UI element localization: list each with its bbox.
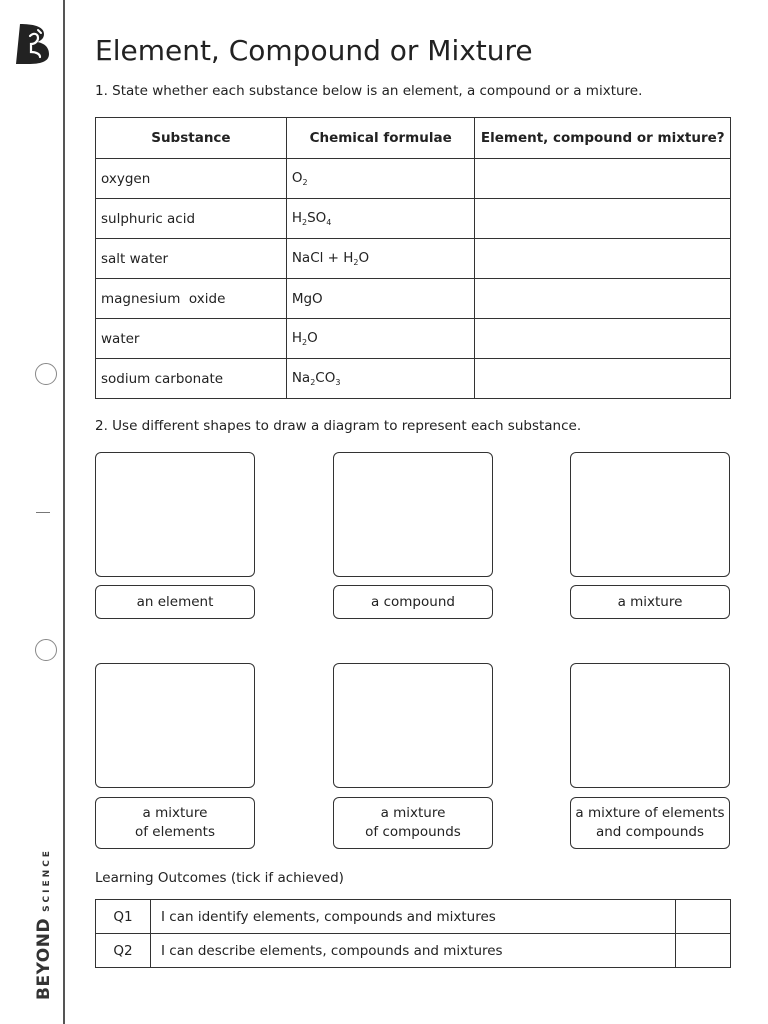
mixture-drawing-box[interactable] [570, 452, 730, 577]
formula-part: MgO [291, 290, 323, 307]
table-row [96, 900, 731, 934]
question-1-text: 1. State whether each substance below is an element, a compound or a mixture. [95, 83, 643, 99]
outcome-tick-box[interactable] [676, 900, 731, 934]
mixture-of-compounds-label [333, 797, 493, 849]
center-mark [36, 512, 50, 513]
formula-subscript: 3 [335, 378, 341, 387]
header-substance: Substance [96, 118, 287, 159]
chemical-formula [286, 279, 475, 319]
formula-part: H [291, 210, 302, 226]
header-classification: Element, compound or mixture? [475, 118, 731, 159]
substance-name: salt water [96, 239, 287, 279]
outcome-code: Q1 [96, 900, 151, 934]
formula-part: NaCl + H [291, 250, 354, 266]
label-line: of compounds [365, 824, 461, 840]
outcome-text: I can describe elements, compounds and mixtures [151, 934, 676, 968]
margin-line [63, 0, 65, 1024]
label-line: a mixture [380, 805, 446, 821]
formula-subscript: 2 [302, 178, 308, 187]
outcome-text: I can identify elements, compounds and mixtures [151, 900, 676, 934]
brand-wordmark [34, 848, 54, 1000]
label-line: a mixture [142, 805, 208, 821]
formula-part: SO [307, 210, 327, 226]
outcome-code: Q2 [96, 934, 151, 968]
answer-cell[interactable] [475, 159, 731, 199]
punch-hole-top [35, 363, 57, 385]
answer-cell[interactable] [475, 199, 731, 239]
element-drawing-box[interactable] [95, 452, 255, 577]
table-row [96, 159, 731, 199]
substance-name: magnesium oxide [96, 279, 287, 319]
table-row [96, 199, 731, 239]
table-row [96, 359, 731, 399]
outcome-tick-box[interactable] [676, 934, 731, 968]
formula-part: CO [315, 370, 336, 386]
mixture-of-elements-and-compounds-label [570, 797, 730, 849]
formula-subscript: 2 [301, 338, 308, 347]
label-line: and compounds [595, 824, 705, 840]
mixture-of-elements-label [95, 797, 255, 849]
element-label: an element [95, 585, 255, 619]
formula-subscript: 2 [301, 218, 308, 227]
learning-outcomes-table [95, 899, 731, 968]
chemical-formula [286, 159, 475, 199]
chemical-formula [286, 359, 475, 399]
substance-table [95, 117, 731, 399]
substance-name: sodium carbonate [96, 359, 287, 399]
substance-name: water [96, 319, 287, 359]
chemical-formula [286, 239, 475, 279]
formula-part: O [291, 170, 303, 186]
formula-subscript: 4 [326, 218, 332, 227]
mixture-of-elements-drawing-box[interactable] [95, 663, 255, 788]
label-line: a mixture of elements [575, 805, 725, 821]
brand-word-science: SCIENCE [42, 848, 52, 912]
formula-subscript: 2 [310, 378, 316, 387]
question-2-text: 2. Use different shapes to draw a diagram to represent each substance. [95, 418, 582, 434]
label-line: of elements [134, 824, 215, 840]
table-header-row [96, 118, 731, 159]
mixture-of-elements-and-compounds-drawing-box[interactable] [570, 663, 730, 788]
substance-name: oxygen [96, 159, 287, 199]
learning-outcomes-heading: Learning Outcomes (tick if achieved) [95, 870, 344, 886]
compound-label: a compound [333, 585, 493, 619]
punch-hole-bottom [35, 639, 57, 661]
formula-part: H [291, 330, 302, 346]
mixture-of-compounds-drawing-box[interactable] [333, 663, 493, 788]
table-row [96, 239, 731, 279]
beyond-logo-icon [14, 22, 54, 66]
table-row [96, 934, 731, 968]
chemical-formula [286, 319, 475, 359]
formula-part: O [307, 330, 318, 346]
answer-cell[interactable] [475, 279, 731, 319]
formula-subscript: 2 [353, 258, 359, 267]
compound-drawing-box[interactable] [333, 452, 493, 577]
page-title: Element, Compound or Mixture [95, 34, 533, 67]
brand-word-beyond: BEYOND [34, 917, 54, 1000]
table-row [96, 279, 731, 319]
formula-part: Na [291, 370, 311, 386]
substance-name: sulphuric acid [96, 199, 287, 239]
table-row [96, 319, 731, 359]
chemical-formula [286, 199, 475, 239]
answer-cell[interactable] [475, 319, 731, 359]
answer-cell[interactable] [475, 359, 731, 399]
header-formula: Chemical formulae [286, 118, 475, 159]
answer-cell[interactable] [475, 239, 731, 279]
formula-part: O [358, 250, 370, 266]
mixture-label: a mixture [570, 585, 730, 619]
